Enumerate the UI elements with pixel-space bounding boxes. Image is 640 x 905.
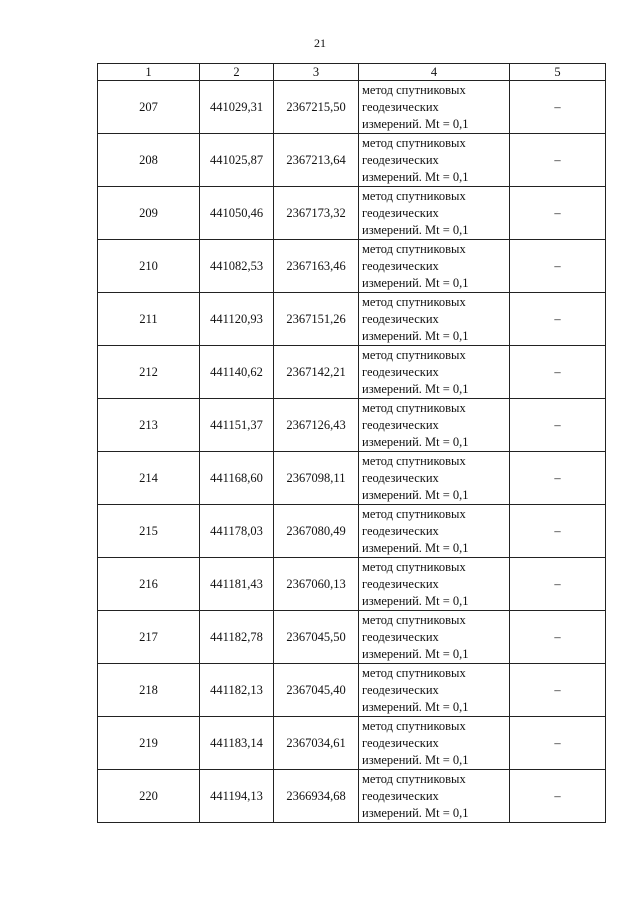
- method-text-line: геодезических: [362, 735, 439, 750]
- method-text-line: измерений. Mt = 0,1: [362, 646, 469, 661]
- method-text-line: геодезических: [362, 311, 439, 326]
- dash-cell: –: [510, 293, 606, 346]
- y-coordinate-cell: 2367215,50: [274, 81, 359, 134]
- y-coordinate-cell: 2367045,50: [274, 611, 359, 664]
- header-col-4: 4: [359, 64, 510, 81]
- dash-cell: –: [510, 717, 606, 770]
- header-col-1: 1: [98, 64, 200, 81]
- method-text-line: метод спутниковых: [362, 771, 466, 786]
- x-coordinate-cell: 441194,13: [200, 770, 274, 823]
- y-coordinate-cell: 2367060,13: [274, 558, 359, 611]
- table-row: [98, 346, 606, 399]
- method-text-line: метод спутниковых: [362, 400, 466, 415]
- table-row: [98, 399, 606, 452]
- method-cell: [359, 187, 510, 240]
- dash-cell: –: [510, 346, 606, 399]
- method-text-line: метод спутниковых: [362, 82, 466, 97]
- dash-cell: –: [510, 134, 606, 187]
- method-text-line: метод спутниковых: [362, 294, 466, 309]
- method-text-line: метод спутниковых: [362, 241, 466, 256]
- method-text-line: измерений. Mt = 0,1: [362, 805, 469, 820]
- dash-cell: –: [510, 240, 606, 293]
- method-text-line: геодезических: [362, 152, 439, 167]
- y-coordinate-cell: 2367163,46: [274, 240, 359, 293]
- method-text-line: метод спутниковых: [362, 135, 466, 150]
- point-number-cell: 215: [98, 505, 200, 558]
- method-cell: [359, 717, 510, 770]
- method-cell: [359, 293, 510, 346]
- point-number-cell: 211: [98, 293, 200, 346]
- x-coordinate-cell: 441050,46: [200, 187, 274, 240]
- method-text-line: измерений. Mt = 0,1: [362, 328, 469, 343]
- method-text-line: метод спутниковых: [362, 665, 466, 680]
- dash-cell: –: [510, 452, 606, 505]
- method-cell: [359, 505, 510, 558]
- point-number-cell: 219: [98, 717, 200, 770]
- method-text-line: геодезических: [362, 576, 439, 591]
- table-row: [98, 505, 606, 558]
- point-number-cell: 218: [98, 664, 200, 717]
- x-coordinate-cell: 441120,93: [200, 293, 274, 346]
- method-cell: [359, 558, 510, 611]
- dash-cell: –: [510, 187, 606, 240]
- x-coordinate-cell: 441082,53: [200, 240, 274, 293]
- method-cell: [359, 81, 510, 134]
- y-coordinate-cell: 2366934,68: [274, 770, 359, 823]
- method-text-line: геодезических: [362, 99, 439, 114]
- y-coordinate-cell: 2367173,32: [274, 187, 359, 240]
- x-coordinate-cell: 441025,87: [200, 134, 274, 187]
- point-number-cell: 210: [98, 240, 200, 293]
- method-text-line: геодезических: [362, 629, 439, 644]
- dash-cell: –: [510, 611, 606, 664]
- point-number-cell: 209: [98, 187, 200, 240]
- table-row: [98, 664, 606, 717]
- coordinates-table: [97, 63, 606, 823]
- method-cell: [359, 399, 510, 452]
- point-number-cell: 213: [98, 399, 200, 452]
- method-text-line: измерений. Mt = 0,1: [362, 381, 469, 396]
- method-text-line: геодезических: [362, 682, 439, 697]
- y-coordinate-cell: 2367098,11: [274, 452, 359, 505]
- page-number: 21: [314, 36, 326, 50]
- method-text-line: измерений. Mt = 0,1: [362, 752, 469, 767]
- method-text-line: геодезических: [362, 205, 439, 220]
- method-text-line: измерений. Mt = 0,1: [362, 540, 469, 555]
- y-coordinate-cell: 2367034,61: [274, 717, 359, 770]
- point-number-cell: 216: [98, 558, 200, 611]
- table-row: [98, 81, 606, 134]
- point-number-cell: 212: [98, 346, 200, 399]
- y-coordinate-cell: 2367126,43: [274, 399, 359, 452]
- header-col-5: 5: [510, 64, 606, 81]
- method-text-line: геодезических: [362, 258, 439, 273]
- dash-cell: –: [510, 664, 606, 717]
- dash-cell: –: [510, 505, 606, 558]
- method-text-line: метод спутниковых: [362, 559, 466, 574]
- method-text-line: измерений. Mt = 0,1: [362, 487, 469, 502]
- point-number-cell: 217: [98, 611, 200, 664]
- method-text-line: метод спутниковых: [362, 347, 466, 362]
- method-cell: [359, 611, 510, 664]
- dash-cell: –: [510, 81, 606, 134]
- y-coordinate-cell: 2367213,64: [274, 134, 359, 187]
- table-row: [98, 770, 606, 823]
- header-col-2: 2: [200, 64, 274, 81]
- x-coordinate-cell: 441151,37: [200, 399, 274, 452]
- method-text-line: измерений. Mt = 0,1: [362, 593, 469, 608]
- dash-cell: –: [510, 558, 606, 611]
- method-text-line: измерений. Mt = 0,1: [362, 169, 469, 184]
- x-coordinate-cell: 441182,78: [200, 611, 274, 664]
- table-row: [98, 134, 606, 187]
- x-coordinate-cell: 441178,03: [200, 505, 274, 558]
- table-body: [98, 81, 606, 823]
- dash-cell: –: [510, 399, 606, 452]
- table-row: [98, 717, 606, 770]
- header-col-3: 3: [274, 64, 359, 81]
- method-text-line: метод спутниковых: [362, 506, 466, 521]
- method-text-line: измерений. Mt = 0,1: [362, 434, 469, 449]
- method-text-line: метод спутниковых: [362, 612, 466, 627]
- method-text-line: измерений. Mt = 0,1: [362, 275, 469, 290]
- y-coordinate-cell: 2367151,26: [274, 293, 359, 346]
- method-cell: [359, 452, 510, 505]
- table-row: [98, 187, 606, 240]
- table-row: [98, 452, 606, 505]
- x-coordinate-cell: 441181,43: [200, 558, 274, 611]
- table-row: [98, 558, 606, 611]
- method-text-line: метод спутниковых: [362, 453, 466, 468]
- table-row: [98, 611, 606, 664]
- point-number-cell: 214: [98, 452, 200, 505]
- method-text-line: геодезических: [362, 417, 439, 432]
- point-number-cell: 220: [98, 770, 200, 823]
- table-row: [98, 293, 606, 346]
- table-row: [98, 240, 606, 293]
- method-text-line: геодезических: [362, 788, 439, 803]
- x-coordinate-cell: 441168,60: [200, 452, 274, 505]
- method-text-line: геодезических: [362, 364, 439, 379]
- method-text-line: измерений. Mt = 0,1: [362, 699, 469, 714]
- point-number-cell: 208: [98, 134, 200, 187]
- method-text-line: измерений. Mt = 0,1: [362, 116, 469, 131]
- y-coordinate-cell: 2367045,40: [274, 664, 359, 717]
- point-number-cell: 207: [98, 81, 200, 134]
- method-text-line: геодезических: [362, 523, 439, 538]
- x-coordinate-cell: 441182,13: [200, 664, 274, 717]
- method-text-line: измерений. Mt = 0,1: [362, 222, 469, 237]
- method-cell: [359, 134, 510, 187]
- y-coordinate-cell: 2367142,21: [274, 346, 359, 399]
- method-cell: [359, 770, 510, 823]
- dash-cell: –: [510, 770, 606, 823]
- x-coordinate-cell: 441140,62: [200, 346, 274, 399]
- x-coordinate-cell: 441183,14: [200, 717, 274, 770]
- x-coordinate-cell: 441029,31: [200, 81, 274, 134]
- method-text-line: метод спутниковых: [362, 188, 466, 203]
- method-cell: [359, 240, 510, 293]
- method-cell: [359, 664, 510, 717]
- y-coordinate-cell: 2367080,49: [274, 505, 359, 558]
- method-text-line: геодезических: [362, 470, 439, 485]
- method-cell: [359, 346, 510, 399]
- method-text-line: метод спутниковых: [362, 718, 466, 733]
- table-header-row: [98, 64, 606, 81]
